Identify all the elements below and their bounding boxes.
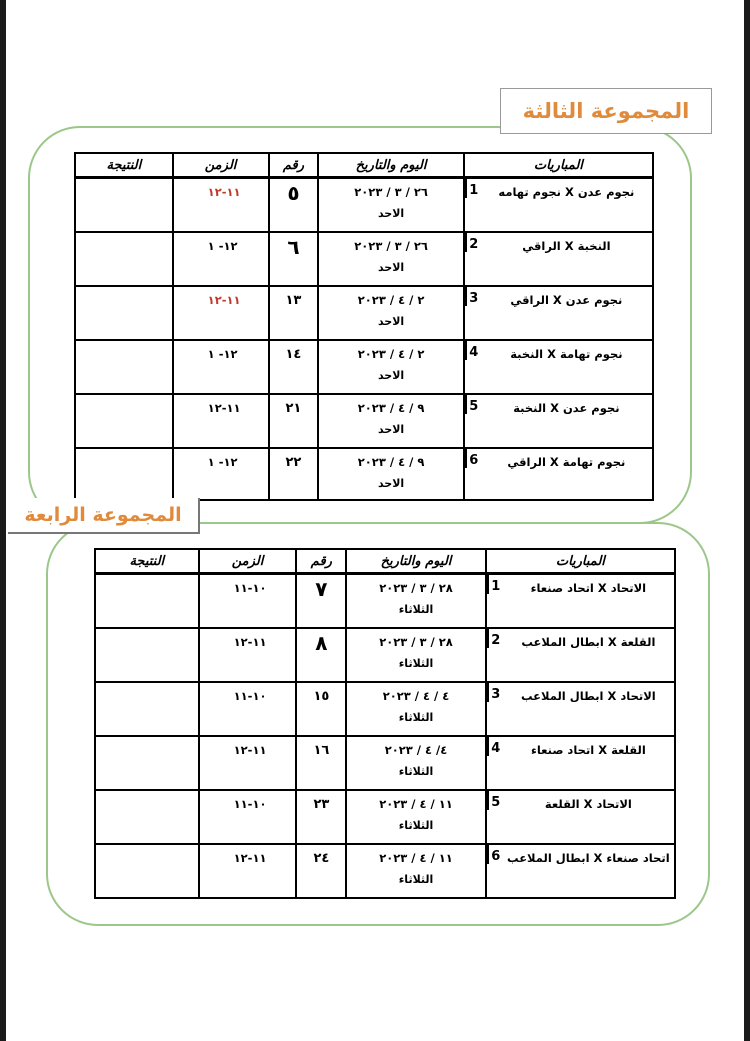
header-matches: المباريات — [464, 153, 653, 178]
match-date: ٢٨ / ٣ / ٢٠٢٣ — [379, 581, 453, 595]
header-result: النتيجة — [95, 549, 199, 574]
table-row — [95, 682, 675, 736]
match-day: الاحد — [377, 207, 405, 220]
number-cell — [269, 178, 319, 232]
match-cell — [464, 178, 653, 232]
match-cell — [464, 448, 653, 500]
match-name: نجوم عدن X نجوم تهامه — [498, 185, 635, 199]
match-time: ١١-١٢ — [233, 634, 267, 649]
match-cell — [486, 574, 675, 628]
group4-schedule-table — [94, 548, 676, 899]
match-name: القلعة X ابطال الملاعب — [521, 634, 656, 649]
row-index: 5 — [487, 791, 503, 810]
table-row — [75, 232, 653, 286]
row-index: 6 — [465, 449, 481, 468]
time-cell — [199, 628, 297, 682]
match-date: ٢٨ / ٣ / ٢٠٢٣ — [379, 634, 453, 649]
match-day: الاحد — [377, 368, 405, 382]
time-cell — [199, 574, 297, 628]
header-time: الزمن — [199, 549, 297, 574]
group4-title: المجموعة الرابعة — [8, 498, 200, 534]
match-time: ١٢- ١ — [207, 454, 238, 469]
time-cell — [173, 178, 269, 232]
result-cell — [75, 178, 173, 232]
match-time: ١٢- ١ — [207, 346, 238, 361]
result-cell — [95, 574, 199, 628]
date-cell — [346, 682, 485, 736]
row-index: 3 — [465, 287, 481, 306]
result-cell — [75, 232, 173, 286]
match-cell — [486, 736, 675, 790]
table-row — [75, 286, 653, 340]
match-date: ٤/ ٤ / ٢٠٢٣ — [384, 742, 448, 757]
match-time: ١٠-١١ — [233, 581, 267, 595]
match-cell — [486, 628, 675, 682]
match-day: الاحد — [377, 422, 405, 436]
number-cell — [269, 394, 319, 448]
header-matches: المباريات — [486, 549, 675, 574]
header-time: الزمن — [173, 153, 269, 178]
match-time: ١٢- ١ — [207, 238, 238, 253]
table-row — [75, 340, 653, 394]
match-date: ٩ / ٤ / ٢٠٢٣ — [357, 454, 425, 469]
date-cell — [318, 232, 463, 286]
match-time: ١٠-١١ — [233, 796, 267, 811]
match-date: ٩ / ٤ / ٢٠٢٣ — [357, 400, 425, 415]
number-cell — [269, 340, 319, 394]
time-cell — [173, 448, 269, 500]
match-cell — [464, 340, 653, 394]
row-index: 3 — [487, 683, 503, 702]
match-day: الثلاثاء — [398, 603, 434, 616]
match-time: ١١-١٢ — [233, 850, 267, 865]
match-name: نجوم عدن X الراقي — [510, 292, 623, 307]
table-row — [75, 178, 653, 232]
number-cell — [296, 844, 346, 898]
match-number: ٨ — [315, 630, 328, 655]
match-day: الاحد — [377, 476, 405, 490]
header-number: رقم — [269, 153, 319, 178]
date-cell — [318, 448, 463, 500]
date-cell — [318, 286, 463, 340]
time-cell — [199, 844, 297, 898]
table-header-row — [75, 153, 653, 178]
time-cell — [173, 394, 269, 448]
time-cell — [199, 682, 297, 736]
date-cell — [346, 574, 485, 628]
group3-title: المجموعة الثالثة — [500, 88, 712, 134]
match-date: ٢ / ٤ / ٢٠٢٣ — [357, 292, 425, 307]
time-cell — [199, 790, 297, 844]
match-date: ٤ / ٤ / ٢٠٢٣ — [382, 688, 450, 703]
header-date: اليوم والتاريخ — [346, 549, 485, 574]
result-cell — [75, 448, 173, 500]
time-cell — [173, 232, 269, 286]
match-name: النخبة X الراقي — [522, 238, 611, 253]
table-row — [75, 448, 653, 500]
result-cell — [75, 286, 173, 340]
row-index: 1 — [465, 179, 481, 198]
match-date: ١١ / ٤ / ٢٠٢٣ — [379, 850, 453, 865]
match-time: ١١-١٢ — [207, 400, 241, 415]
match-day: الثلاثاء — [398, 818, 434, 832]
date-cell — [346, 628, 485, 682]
date-cell — [318, 340, 463, 394]
match-date: ٢٦ / ٣ / ٢٠٢٣ — [354, 238, 428, 253]
match-day: الاحد — [377, 314, 405, 328]
match-time: ١١-١٢ — [207, 185, 241, 199]
match-date: ٢ / ٤ / ٢٠٢٣ — [357, 346, 425, 361]
result-cell — [95, 844, 199, 898]
table-row — [95, 844, 675, 898]
result-cell — [95, 736, 199, 790]
time-cell — [199, 736, 297, 790]
row-index: 6 — [487, 845, 503, 864]
date-cell — [318, 178, 463, 232]
row-index: 4 — [465, 341, 481, 360]
row-index: 5 — [465, 395, 481, 414]
number-cell — [296, 574, 346, 628]
table-row — [95, 790, 675, 844]
match-number: ٢١ — [285, 400, 302, 416]
match-cell — [464, 232, 653, 286]
match-cell — [486, 790, 675, 844]
match-cell — [464, 286, 653, 340]
result-cell — [75, 340, 173, 394]
header-date: اليوم والتاريخ — [318, 153, 463, 178]
number-cell — [296, 628, 346, 682]
match-name: اتحاد صنعاء X ابطال الملاعب — [507, 850, 670, 865]
row-index: 2 — [487, 629, 503, 648]
time-cell — [173, 340, 269, 394]
match-name: نجوم تهامة X النخبة — [510, 346, 623, 361]
match-name: نجوم تهامة X الراقي — [507, 454, 626, 469]
match-date: ٢٦ / ٣ / ٢٠٢٣ — [354, 185, 428, 199]
match-time: ١١-١٢ — [207, 292, 241, 307]
table-row — [75, 394, 653, 448]
number-cell — [269, 448, 319, 500]
result-cell — [95, 790, 199, 844]
row-index: 2 — [465, 233, 481, 252]
number-cell — [269, 232, 319, 286]
match-cell — [464, 394, 653, 448]
match-number: ١٣ — [285, 292, 302, 308]
match-number: ٧ — [315, 577, 328, 601]
match-time: ١٠-١١ — [233, 688, 267, 703]
date-cell — [346, 736, 485, 790]
result-cell — [95, 682, 199, 736]
match-day: الثلاثاء — [398, 764, 434, 778]
match-day: الثلاثاء — [398, 710, 434, 724]
number-cell — [296, 790, 346, 844]
table-row — [95, 736, 675, 790]
table-row — [95, 628, 675, 682]
header-result: النتيجة — [75, 153, 173, 178]
match-number: ٢٣ — [313, 796, 330, 812]
match-number: ٥ — [287, 181, 300, 205]
row-index: 4 — [487, 737, 503, 756]
match-name: القلعة X اتحاد صنعاء — [530, 742, 646, 757]
table-header-row — [95, 549, 675, 574]
match-name: الاتحاد X القلعة — [544, 796, 632, 811]
date-cell — [346, 790, 485, 844]
group3-schedule-table — [74, 152, 654, 501]
match-number: ١٦ — [313, 742, 330, 758]
table-row — [95, 574, 675, 628]
row-index: 1 — [487, 575, 503, 594]
header-number: رقم — [296, 549, 346, 574]
match-number: ١٥ — [313, 688, 330, 704]
number-cell — [269, 286, 319, 340]
time-cell — [173, 286, 269, 340]
date-cell — [318, 394, 463, 448]
match-day: الاحد — [377, 260, 405, 274]
match-number: ١٤ — [285, 346, 302, 362]
match-name: نجوم عدن X النخبة — [513, 400, 620, 415]
match-time: ١١-١٢ — [233, 742, 267, 757]
match-number: ٦ — [287, 234, 300, 259]
match-number: ٢٤ — [313, 850, 330, 866]
date-cell — [346, 844, 485, 898]
match-day: الثلاثاء — [398, 872, 434, 886]
document-page — [6, 0, 744, 1041]
match-name: الاتحاد X ابطال الملاعب — [521, 688, 656, 703]
number-cell — [296, 682, 346, 736]
match-cell — [486, 682, 675, 736]
match-name: الاتحاد X اتحاد صنعاء — [530, 581, 647, 595]
match-cell — [486, 844, 675, 898]
match-date: ١١ / ٤ / ٢٠٢٣ — [379, 796, 453, 811]
number-cell — [296, 736, 346, 790]
result-cell — [75, 394, 173, 448]
result-cell — [95, 628, 199, 682]
match-day: الثلاثاء — [398, 656, 434, 670]
match-number: ٢٢ — [285, 454, 302, 470]
